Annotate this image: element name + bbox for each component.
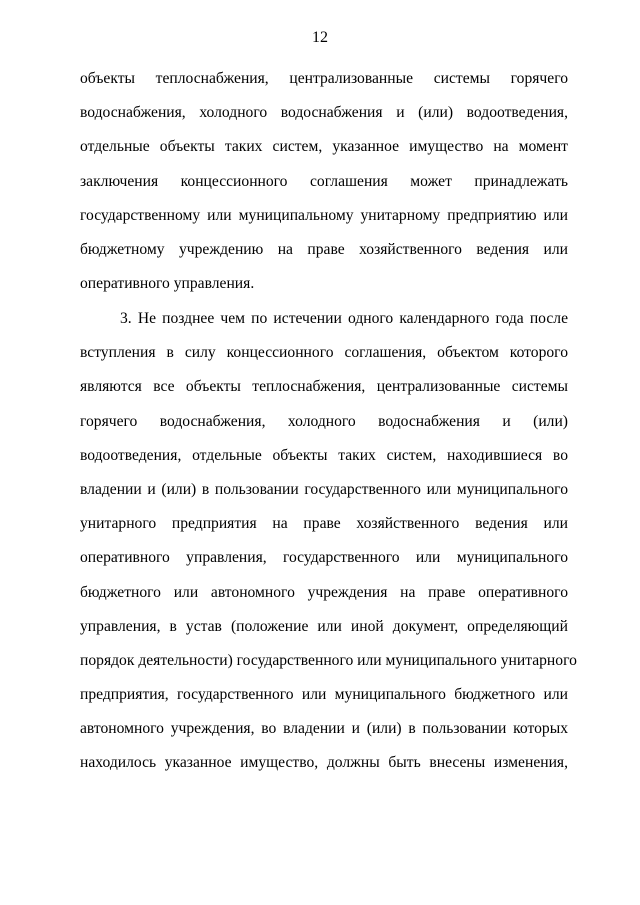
page-number: 12: [312, 29, 328, 46]
text-line: заключения концессионного соглашения может принадлежать: [80, 172, 568, 190]
text-line: бюджетному учреждению на праве хозяйственного ведения или: [80, 240, 568, 258]
text-line: находилось указанное имущество, должны быть внесены изменения,: [80, 754, 568, 772]
text-line: водоснабжения, холодного водоснабжения и (или) водоотведения,: [80, 104, 568, 122]
text-line: владении и (или) в пользовании государственного или муниципального: [80, 480, 568, 498]
text-line: водоотведения, отдельные объекты таких систем, находившиеся во: [80, 446, 568, 464]
text-line: автономного учреждения, во владении и (или) в пользовании которых: [80, 720, 568, 738]
text-line: горячего водоснабжения, холодного водоснабжения и (или): [80, 412, 568, 430]
text-line: бюджетного или автономного учреждения на праве оперативного: [80, 583, 568, 601]
text-line: вступления в силу концессионного соглашения, объектом которого: [80, 344, 568, 362]
paragraph-2: [80, 309, 577, 788]
text-line: управления, в устав (положение или иной документ, определяющий: [80, 617, 568, 635]
text-line: предприятия, государственного или муниципального бюджетного или: [80, 686, 568, 704]
text-line: унитарного предприятия на праве хозяйственного ведения или: [80, 515, 568, 533]
text-line: отдельные объекты таких систем, указанное имущество на момент: [80, 138, 568, 156]
paragraph-1: [80, 69, 568, 308]
text-line: объекты теплоснабжения, централизованные системы горячего: [80, 70, 568, 87]
text-line: оперативного управления, государственного или муниципального: [80, 549, 568, 567]
text-line: являются все объекты теплоснабжения, централизованные системы: [80, 378, 568, 396]
text-line: оперативного управления.: [80, 275, 255, 293]
text-line: 3. Не позднее чем по истечении одного календарного года после: [120, 310, 568, 327]
text-line: государственному или муниципальному унитарному предприятию или: [80, 206, 568, 224]
text-line: порядок деятельности) государственного или муниципального унитарного: [80, 651, 577, 669]
